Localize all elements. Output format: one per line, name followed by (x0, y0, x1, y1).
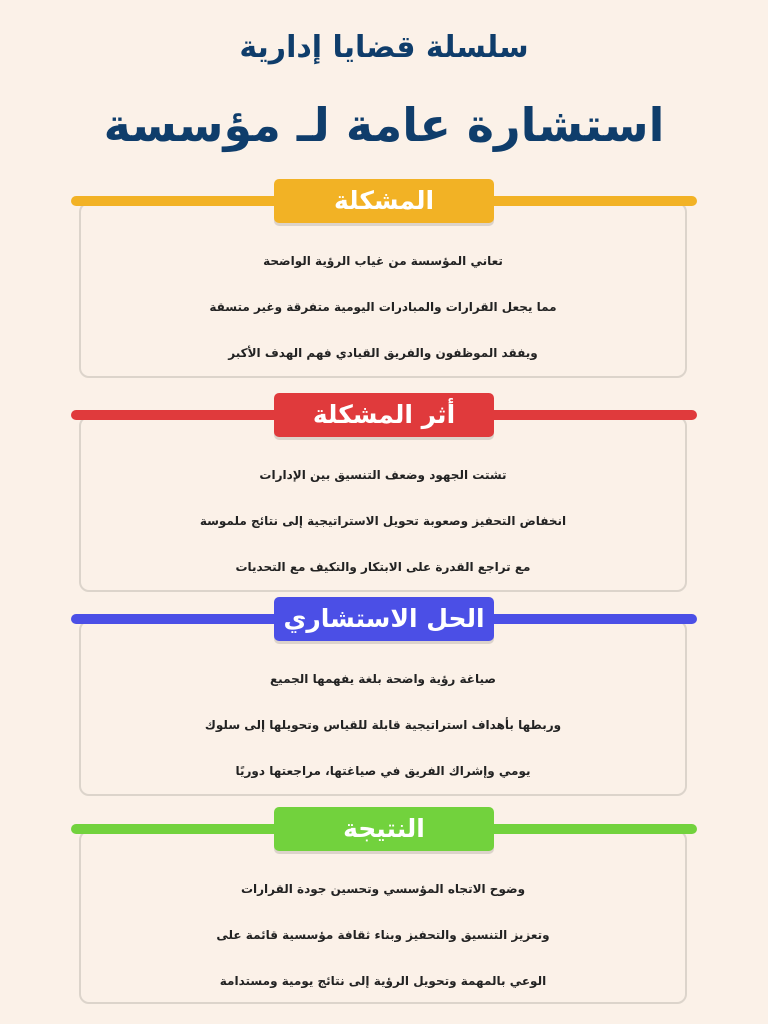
impact-line: مع تراجع القدرة على الابتكار والتكيف مع التحديات (235, 560, 531, 574)
result-card (79, 830, 687, 1004)
impact-line: تشتت الجهود وضعف التنسيق بين الإدارات (259, 468, 507, 482)
solution-line: يومي وإشراك الفريق في صياغتها، مراجعتها دوريًا (235, 764, 531, 778)
problem-line: تعاني المؤسسة من غياب الرؤية الواضحة (263, 254, 503, 268)
problem-card (79, 202, 687, 378)
solution-card (79, 620, 687, 796)
impact-line: انخفاض التحفيز وصعوبة تحويل الاستراتيجية إلى نتائج ملموسة (199, 514, 567, 528)
problem-line: مما يجعل القرارات والمبادرات اليومية متفرقة وغير متسقة (209, 300, 557, 314)
result-heading-tab (274, 807, 494, 851)
impact-card (79, 416, 687, 592)
problem-line: ويفقد الموظفون والفريق القيادي فهم الهدف الأكبر (228, 346, 538, 360)
problem-heading: المشكلة (333, 186, 435, 215)
series-label: سلسلة قضايا إدارية (239, 30, 529, 65)
solution-heading: الحل الاستشاري (283, 604, 485, 633)
result-line: وضوح الاتجاه المؤسسي وتحسين جودة القرارات (240, 882, 526, 896)
solution-line: وربطها بأهداف استراتيجية قابلة للقياس وتحويلها إلى سلوك (204, 718, 562, 732)
impact-heading: أثر المشكلة (312, 400, 456, 429)
problem-heading-tab (274, 179, 494, 223)
result-line: وتعزيز التنسيق والتحفيز وبناء ثقافة مؤسسية قائمة على (216, 928, 550, 942)
solution-heading-tab (274, 597, 494, 641)
solution-line: صياغة رؤية واضحة بلغة يفهمها الجميع (269, 672, 496, 686)
impact-heading-tab (274, 393, 494, 437)
result-heading: النتيجة (343, 814, 425, 843)
result-line: الوعي بالمهمة وتحويل الرؤية إلى نتائج يومية ومستدامة (219, 974, 547, 988)
page-title: استشارة عامة لـ مؤسسة (103, 98, 665, 152)
